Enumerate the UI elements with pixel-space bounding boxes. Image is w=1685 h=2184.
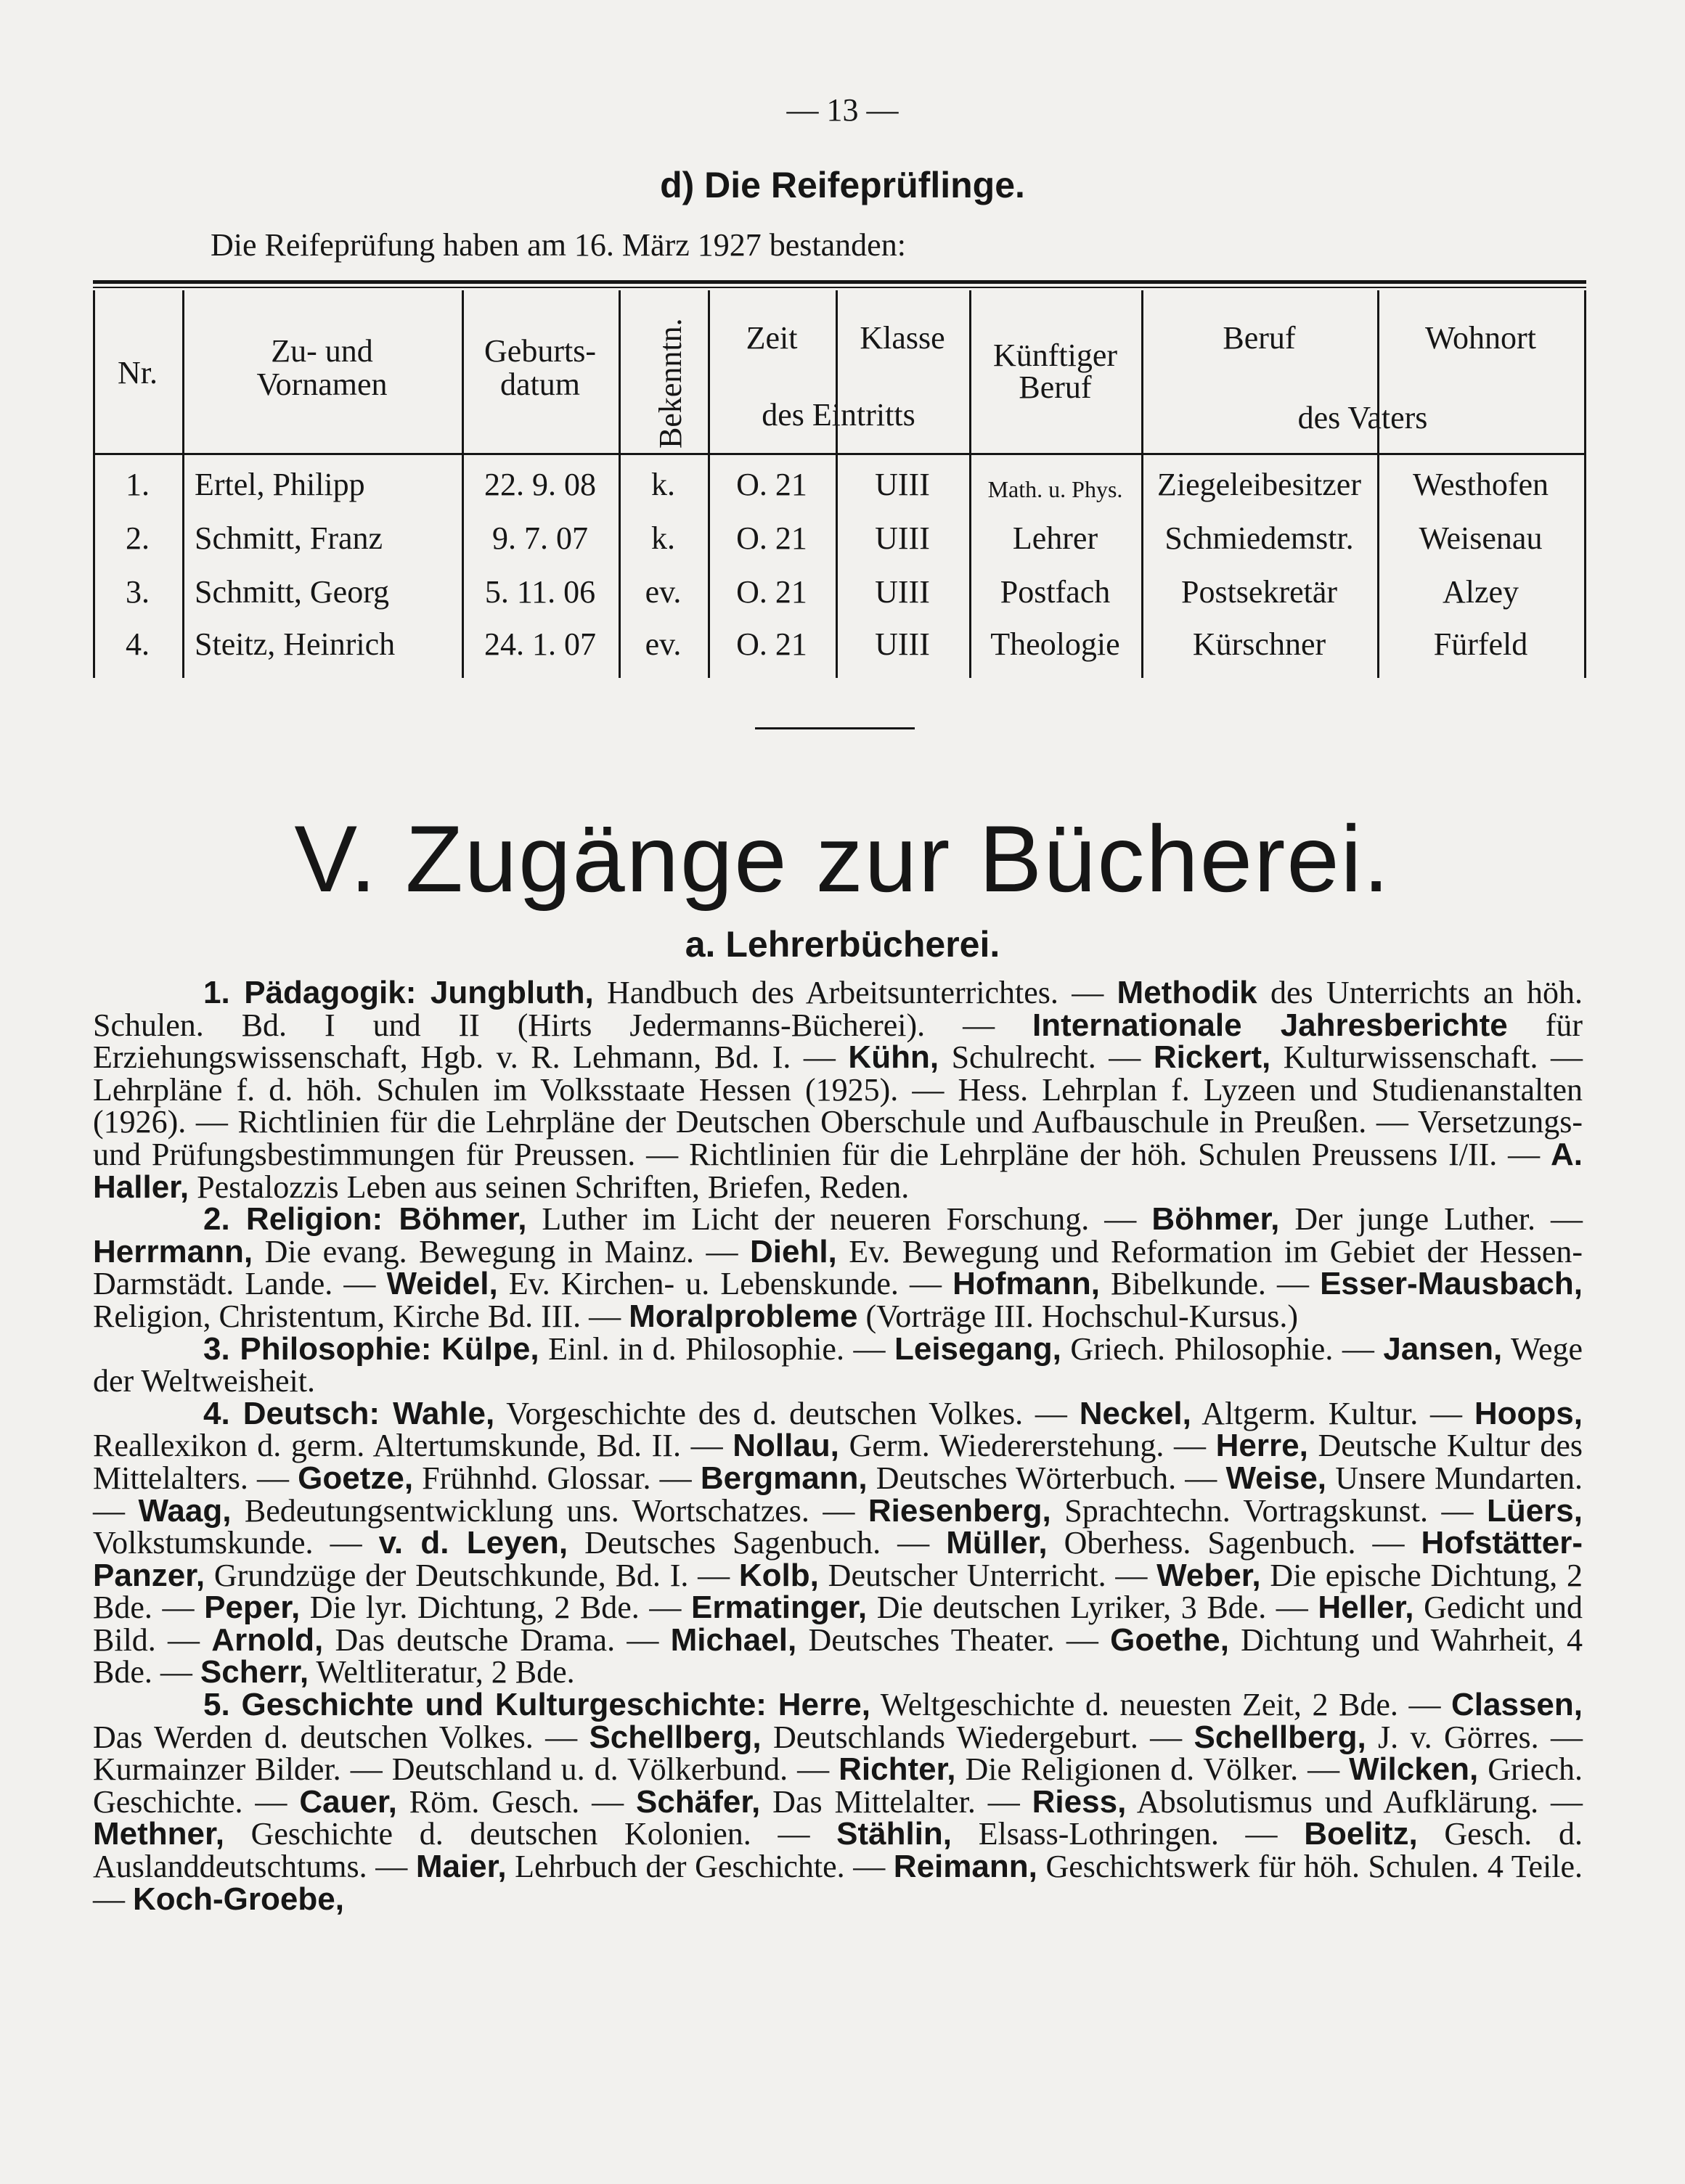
author-name: Riesenberg, xyxy=(868,1492,1051,1529)
page-number: — 13 — xyxy=(786,92,899,128)
entry-text: für Erziehungswissenschaft, Hgb. v. R. Lehmann, Bd. I. — xyxy=(93,1007,1583,1076)
author-name: Peper, xyxy=(204,1590,301,1626)
graduates-table xyxy=(93,280,1586,687)
paragraph-religion xyxy=(93,1203,1583,1333)
author-name: Reimann, xyxy=(893,1849,1037,1885)
cell-name: Steitz, Heinrich xyxy=(195,626,396,662)
header-future-line1: Künftiger xyxy=(992,338,1118,373)
cell-kuenftig: Theologie xyxy=(990,626,1120,662)
author-name: Nollau, xyxy=(733,1428,839,1464)
table-top-rule xyxy=(93,280,1586,284)
intro-sentence: Die Reifeprüfung haben am 16. März 1927 bestanden: xyxy=(211,227,906,263)
entry-text: Religion, Christentum, Kirche Bd. III. — xyxy=(93,1298,629,1334)
author-name: A. Haller, xyxy=(93,1136,1583,1205)
entry-text: Griech. Geschichte. — xyxy=(93,1751,1583,1820)
entry-text: Der junge Luther. — xyxy=(1279,1201,1583,1238)
entry-text: Die deutschen Lyriker, 3 Bde. — xyxy=(867,1590,1318,1626)
author-name: Methodik xyxy=(1117,975,1257,1010)
entry-text: Reallexikon d. germ. Altertumskunde, Bd. II. — xyxy=(93,1428,733,1464)
author-name: Diehl, xyxy=(749,1233,837,1269)
paragraph-philosophie xyxy=(93,1330,1583,1399)
author-name: Neckel, xyxy=(1079,1395,1191,1431)
cell-beruf: Kürschner xyxy=(1192,626,1326,662)
author-name: Scherr, xyxy=(200,1654,309,1690)
author-name: Hoops, xyxy=(1474,1395,1583,1431)
entry-text: Deutsches Wörterbuch. — xyxy=(867,1460,1226,1496)
author-name: Hofmann, xyxy=(952,1266,1100,1302)
entry-text: Ev. Kirchen- u. Lebenskunde. — xyxy=(497,1266,953,1302)
author-name: Leisegang, xyxy=(894,1330,1061,1367)
cell-nr: 1. xyxy=(126,467,150,502)
author-name: Cauer, xyxy=(299,1783,397,1820)
cell-beruf: Postsekretär xyxy=(1180,574,1338,610)
author-name: Stählin, xyxy=(836,1816,952,1852)
header-des-vaters: des Vaters xyxy=(1297,400,1428,435)
header-zeit: Zeit xyxy=(746,320,798,356)
cell-kuenftig: Postfach xyxy=(1000,574,1111,610)
header-wohnort: Wohnort xyxy=(1425,320,1536,356)
author-name: Weidel, xyxy=(386,1266,498,1302)
cell-beruf: Ziegeleibesitzer xyxy=(1157,467,1361,502)
entry-text: J. v. Görres. — Kurmainzer Bilder. — Deutschland u. d. Völkerbund. — xyxy=(93,1719,1583,1788)
entry-text: Einl. in d. Philosophie. — xyxy=(539,1330,894,1367)
cell-nr: 4. xyxy=(126,626,150,662)
author-name: Weber, xyxy=(1156,1557,1261,1593)
author-name: Böhmer, xyxy=(1151,1201,1280,1238)
author-name: Hofstätter-Panzer, xyxy=(93,1525,1583,1593)
chapter-subtitle: a. Lehrerbücherei. xyxy=(685,924,1000,965)
author-name: 3. Philosophie: Külpe, xyxy=(203,1330,539,1367)
entry-text: Röm. Gesch. — xyxy=(396,1783,637,1820)
author-name: Goethe, xyxy=(1110,1621,1229,1658)
entry-text: Deutsches Theater. — xyxy=(796,1621,1111,1658)
cell-zeit: O. 21 xyxy=(736,626,807,662)
entry-text: Pestalozzis Leben aus seinen Schriften, Briefen, Reden. xyxy=(189,1169,910,1205)
author-name: Boelitz, xyxy=(1304,1816,1418,1852)
chapter-title: V. Zugänge zur Bücherei. xyxy=(294,806,1391,912)
author-name: v. d. Leyen, xyxy=(378,1525,568,1561)
author-name: Schellberg, xyxy=(1194,1719,1366,1755)
cell-zeit: O. 21 xyxy=(736,574,807,610)
author-name: Jansen, xyxy=(1383,1330,1503,1367)
author-name: Wilcken, xyxy=(1349,1751,1479,1788)
entry-text: Geschichtswerk für höh. Schulen. 4 Teile. — xyxy=(93,1849,1583,1917)
paragraph-paedagogik xyxy=(93,977,1583,1203)
entry-text: Elsass-Lothringen. — xyxy=(952,1816,1305,1852)
entry-text: Ev. Bewegung und Reformation im Gebiet der Hessen-Darmstädt. Lande. — xyxy=(93,1233,1583,1302)
entry-text: Die evang. Bewegung in Mainz. — xyxy=(253,1233,750,1269)
entry-text: Handbuch des Arbeitsunterrichtes. — xyxy=(593,975,1117,1010)
entry-text: Die epische Dichtung, 2 Bde. — xyxy=(93,1557,1583,1626)
entry-text: Bedeutungsentwicklung uns. Wortschatzes. — xyxy=(231,1492,868,1529)
entry-text: Oberhess. Sagenbuch. — xyxy=(1047,1525,1421,1561)
entry-text: Schulrecht. — xyxy=(939,1039,1154,1076)
author-name: Riess, xyxy=(1032,1783,1127,1820)
cell-geb: 5. 11. 06 xyxy=(484,574,596,610)
entry-text: Altgerm. Kultur. — xyxy=(1191,1395,1474,1431)
entry-text: Die lyr. Dichtung, 2 Bde. — xyxy=(300,1590,692,1626)
author-name: Goetze, xyxy=(298,1460,414,1496)
entry-text: Grundzüge der Deutschkunde, Bd. I. — xyxy=(205,1557,739,1593)
entry-text: Germ. Wiedererstehung. — xyxy=(839,1428,1216,1464)
entry-text: Volkstumskunde. — xyxy=(93,1525,379,1561)
cell-klasse: UIII xyxy=(875,520,930,556)
author-name: Herre, xyxy=(1215,1428,1308,1464)
author-name: Classen, xyxy=(1451,1687,1583,1723)
header-birth-line2: datum xyxy=(500,367,580,402)
entry-text: Gesch. d. Auslanddeutschtums. — xyxy=(93,1816,1583,1885)
entry-text: Deutsche Kultur des Mittelalters. — xyxy=(93,1428,1583,1496)
author-name: Bergmann, xyxy=(700,1460,868,1496)
cell-bek: ev. xyxy=(645,574,682,610)
author-name: Weise, xyxy=(1225,1460,1327,1496)
paragraph-deutsch xyxy=(93,1395,1583,1690)
cell-beruf: Schmiedemstr. xyxy=(1164,520,1354,556)
author-name: Richter, xyxy=(839,1751,956,1788)
header-birth-line1: Geburts- xyxy=(484,333,596,369)
entry-text: Geschichte d. deutschen Kolonien. — xyxy=(224,1816,837,1852)
cell-name: Schmitt, Franz xyxy=(195,520,383,556)
author-name: Lüers, xyxy=(1486,1492,1583,1529)
entry-text: Wege der Weltweisheit. xyxy=(93,1330,1583,1399)
library-accessions xyxy=(93,977,1583,1915)
cell-wohnort: Alzey xyxy=(1442,574,1519,610)
header-beruf: Beruf xyxy=(1223,320,1296,356)
author-name: Esser-Mausbach, xyxy=(1320,1266,1583,1302)
author-name: Kolb, xyxy=(738,1557,819,1593)
cell-name: Schmitt, Georg xyxy=(195,574,390,610)
author-name: 5. Geschichte und Kulturgeschichte: Herre, xyxy=(203,1687,870,1723)
col-divider xyxy=(1584,290,1586,678)
cell-bek: k. xyxy=(651,520,675,556)
author-name: Schäfer, xyxy=(636,1783,761,1820)
entry-text: Absolutismus und Aufklärung. — xyxy=(1126,1783,1583,1820)
header-des-eintritts: des Eintritts xyxy=(762,397,915,433)
entry-text: Bibelkunde. — xyxy=(1099,1266,1321,1302)
author-name: 2. Religion: Böhmer, xyxy=(203,1201,527,1238)
author-name: Michael, xyxy=(670,1621,797,1658)
cell-klasse: UIII xyxy=(875,626,930,662)
paragraph-geschichte xyxy=(93,1689,1583,1915)
entry-text: Kulturwissenschaft. — Lehrpläne f. d. höh. Schulen im Volksstaate Hessen (1925). — Hess. Lehrplan f. Lyzeen und Studienanstalten (1926). — Richtlinien für die Lehrpläne der Deutschen Oberschule und Aufbauschule in Preußen. — Versetzungs- und Prüfungsbestimmungen für Preussen. — Richtlinien für die Lehrpläne der höh. Schulen Preussens I/II. — xyxy=(93,1039,1583,1172)
entry-text: Griech. Philosophie. — xyxy=(1061,1330,1384,1367)
cell-kuenftig: Lehrer xyxy=(1012,520,1098,556)
author-name: Internationale Jahresberichte xyxy=(1032,1007,1508,1043)
author-name: Moralprobleme xyxy=(629,1298,858,1334)
entry-text: Deutschlands Wiedergeburt. — xyxy=(761,1719,1194,1755)
entry-text: Die Religionen d. Völker. — xyxy=(955,1751,1350,1788)
entry-text: (Vorträge III. Hochschul-Kursus.) xyxy=(857,1298,1298,1334)
cell-geb: 24. 1. 07 xyxy=(484,626,596,662)
author-name: 4. Deutsch: Wahle, xyxy=(203,1395,495,1431)
entry-text: Gedicht und Bild. — xyxy=(93,1590,1583,1658)
cell-klasse: UIII xyxy=(875,467,930,502)
section-heading-reifepruflinge: d) Die Reifeprüflinge. xyxy=(660,165,1025,205)
cell-zeit: O. 21 xyxy=(736,520,807,556)
cell-geb: 9. 7. 07 xyxy=(492,520,588,556)
author-name: Schellberg, xyxy=(589,1719,762,1755)
entry-text: Weltgeschichte d. neuesten Zeit, 2 Bde. — xyxy=(870,1687,1452,1723)
cell-nr: 2. xyxy=(126,520,150,556)
author-name: Koch-Groebe, xyxy=(133,1881,344,1917)
header-name-line1: Zu- und xyxy=(271,333,373,369)
cell-name: Ertel, Philipp xyxy=(195,467,365,502)
entry-text: Dichtung und Wahrheit, 4 Bde. — xyxy=(93,1621,1583,1690)
header-name-line2: Vornamen xyxy=(256,367,388,402)
header-nr: Nr. xyxy=(118,355,158,390)
author-name: Waag, xyxy=(138,1492,232,1529)
entry-text: Deutscher Unterricht. — xyxy=(818,1557,1157,1593)
author-name: Arnold, xyxy=(211,1621,324,1658)
author-name: Herrmann, xyxy=(93,1233,253,1269)
entry-text: Luther im Licht der neueren Forschung. — xyxy=(526,1201,1152,1238)
header-future-line2: Beruf xyxy=(1019,369,1092,405)
author-name: Methner, xyxy=(93,1816,224,1852)
author-name: Rickert, xyxy=(1153,1039,1271,1076)
entry-text: Frühnhd. Glossar. — xyxy=(413,1460,701,1496)
cell-wohnort: Weisenau xyxy=(1419,520,1543,556)
author-name: Ermatinger, xyxy=(691,1590,868,1626)
table-header-rule xyxy=(93,453,1586,455)
cell-wohnort: Westhofen xyxy=(1412,467,1549,502)
cell-wohnort: Fürfeld xyxy=(1433,626,1528,662)
author-name: 1. Pädagogik: Jungbluth, xyxy=(203,975,594,1010)
cell-bek: k. xyxy=(651,467,675,502)
entry-text: Vorgeschichte des d. deutschen Volkes. — xyxy=(494,1395,1080,1431)
table-top-rule-thin xyxy=(93,287,1586,288)
entry-text: Unsere Mundarten. — xyxy=(93,1460,1583,1529)
entry-text: Lehrbuch der Geschichte. — xyxy=(506,1849,894,1885)
entry-text: Das Mittelalter. — xyxy=(760,1783,1032,1820)
cell-klasse: UIII xyxy=(875,574,930,610)
header-klasse: Klasse xyxy=(860,320,945,356)
entry-text: Deutsches Sagenbuch. — xyxy=(568,1525,947,1561)
entry-text: Weltliteratur, 2 Bde. xyxy=(309,1654,575,1690)
author-name: Heller, xyxy=(1318,1590,1414,1626)
author-name: Maier, xyxy=(415,1849,507,1885)
author-name: Müller, xyxy=(946,1525,1048,1561)
entry-text: des Unterrichts an höh. Schulen. Bd. I und II (Hirts Jedermanns-Bücherei). — xyxy=(93,975,1583,1043)
author-name: Kühn, xyxy=(848,1039,939,1076)
section-separator xyxy=(755,727,915,729)
cell-kuenftig: Math. u. Phys. xyxy=(987,476,1123,502)
entry-text: Sprachtechn. Vortragskunst. — xyxy=(1050,1492,1487,1529)
entry-text: Das Werden d. deutschen Volkes. — xyxy=(93,1719,589,1755)
cell-nr: 3. xyxy=(126,574,150,610)
cell-bek: ev. xyxy=(645,626,682,662)
entry-text: Das deutsche Drama. — xyxy=(323,1621,671,1658)
cell-geb: 22. 9. 08 xyxy=(484,467,596,502)
cell-zeit: O. 21 xyxy=(736,467,807,502)
